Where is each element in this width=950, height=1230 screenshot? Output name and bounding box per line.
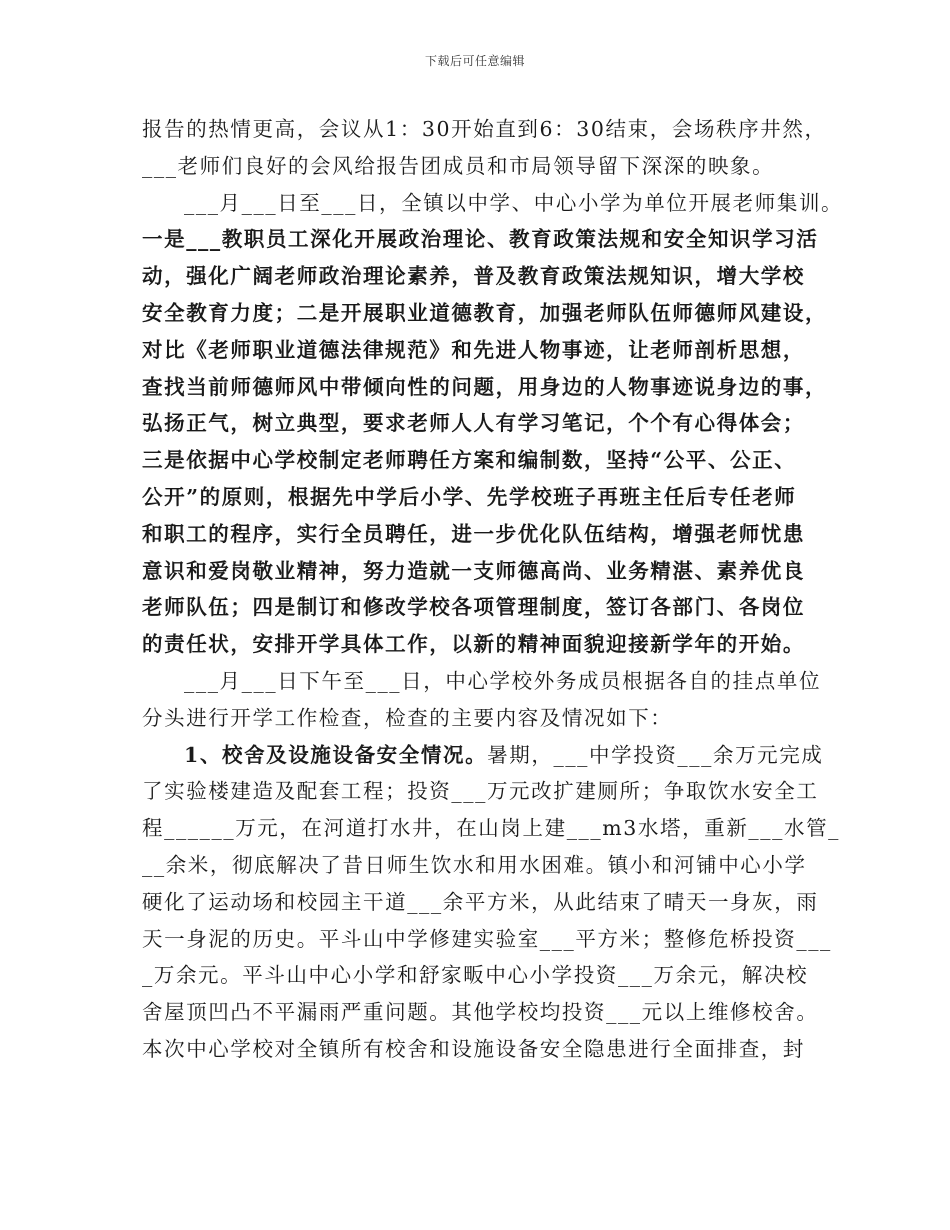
text-line-bold: 三是依据中心学校制定老师聘任方案和编制数，坚持“公平、公正、 <box>142 448 797 473</box>
text-line: 程______万元，在河道打水井，在山岗上建___m3水塔，重新___水管_ <box>142 816 841 841</box>
text-line-bold: 的责任状，安排开学具体工作，以新的精神面貌迎接新学年的开始。 <box>142 632 805 657</box>
text-line: __余米，彻底解决了昔日师生饮水和用水困难。镇小和河铺中心小学 <box>142 852 807 877</box>
text-line: 天一身泥的历史。平斗山中学修建实验室___平方米；整修危桥投资___ <box>142 926 832 951</box>
text-line: ___月___日下午至___日，中心学校外务成员根据各自的挂点单位 <box>184 668 822 693</box>
text-line: ___老师们良好的会风给报告团成员和市局领导留下深深的映象。 <box>142 153 775 178</box>
text-line-bold: 一是___教职员工深化开展政治理论、教育政策法规和安全知识学习活 <box>142 227 819 252</box>
text-line-bold: 老师队伍；四是制订和修改学校各项管理制度，签订各部门、各岗位 <box>142 595 805 620</box>
text-line: ___月___日至___日，全镇以中学、中心小学为单位开展老师集训。 <box>184 190 844 215</box>
text-line-bold: 和职工的程序，实行全员聘任，进一步优化队伍结构，增强老师忧患 <box>142 521 805 546</box>
section-heading: 1、校舍及设施设备安全情况。 <box>184 742 488 767</box>
text-line: 分头进行开学工作检查，检查的主要内容及情况如下： <box>142 705 673 730</box>
text-line-bold: 弘扬正气，树立典型，要求老师人人有学习笔记，个个有心得体会； <box>142 411 805 436</box>
text-line-bold: 意识和爱岗敬业精神，努力造就一支师德高尚、业务精湛、素养优良 <box>142 558 805 583</box>
text-line-bold: 动，强化广阔老师政治理论素养，普及教育政策法规知识，增大学校 <box>142 264 805 289</box>
document-body <box>142 111 844 1068</box>
text-line-mixed <box>142 737 824 774</box>
text-line: 本次中心学校对全镇所有校舍和设施设备安全隐患进行全面排查，封 <box>142 1036 805 1061</box>
text-line: 舍屋顶凹凸不平漏雨严重问题。其他学校均投资___元以上维修校舍。 <box>142 1000 819 1025</box>
text-line-bold: 公开”的原则，根据先中学后小学、先学校班子再班主任后专任老师 <box>142 484 797 509</box>
text-line-bold: 安全教育力度；二是开展职业道德教育，加强老师队伍师德师风建设， <box>142 300 828 325</box>
text-line: 了实验楼建造及配套工程；投资___万元改扩建厕所；争取饮水安全工 <box>142 779 819 804</box>
text-line: 报告的热情更高，会议从1：30开始直到6：30结束，会场秩序井然， <box>142 117 827 141</box>
text-line-bold: 对比《老师职业道德法律规范》和先进人物事迹，让老师剖析思想， <box>142 337 805 362</box>
text-line-bold: 查找当前师德师风中带倾向性的问题，用身边的人物事迹说身边的事， <box>142 374 828 399</box>
text-line: 硬化了运动场和校园主干道___余平方米，从此结束了晴天一身灰，雨 <box>142 889 819 914</box>
page-header-note: 下载后可任意编辑 <box>424 54 525 68</box>
text-line: _万余元。平斗山中心小学和舒家畈中心小学投资___万余元，解决校 <box>142 963 809 988</box>
section-text: 暑期，___中学投资___余万元完成 <box>487 742 824 767</box>
